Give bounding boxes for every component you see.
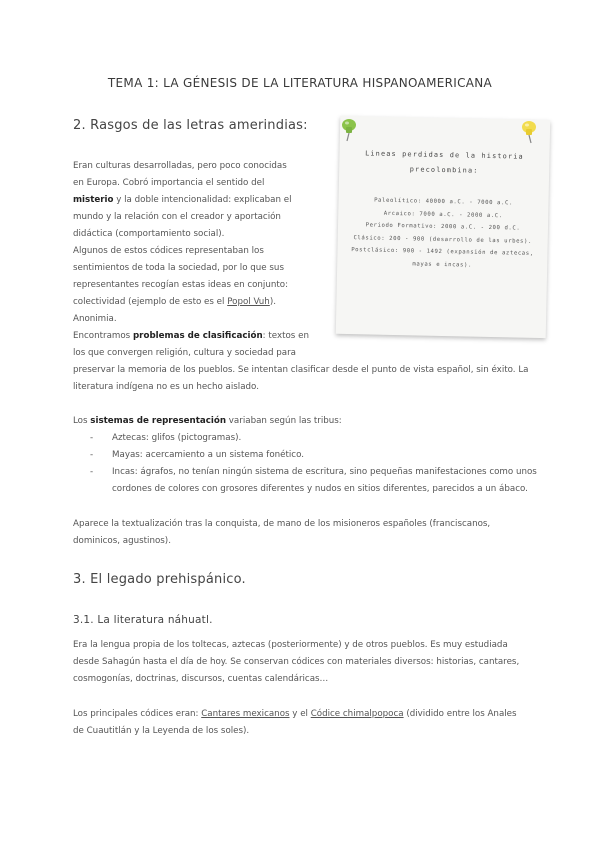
note-body — [337, 194, 549, 273]
section-3-heading: 3. El legado prehispánico. — [73, 572, 246, 587]
list-item — [90, 464, 537, 498]
paragraph-codices — [73, 706, 543, 740]
note-line: Periodo Formativo: 2000 a.C. - 200 d.C. — [365, 222, 521, 232]
note-heading — [339, 146, 550, 180]
text-span: colectividad (ejemplo de esto es el — [73, 297, 228, 307]
note-heading-line: precolombina: — [409, 165, 479, 175]
note-line: Arcaico: 7000 a.C. - 2000 a.C. — [383, 210, 503, 219]
paragraph-culturas — [73, 158, 338, 362]
text-line: sentimientos de toda la sociedad, por lo que sus — [73, 263, 284, 273]
list-item-text: Mayas: acercamiento a un sistema fonético. — [112, 450, 305, 460]
text-line: Anonimia. — [73, 314, 117, 324]
text-line: dominicos, agustinos). — [73, 536, 171, 546]
text-span: : textos en — [262, 331, 309, 341]
paragraph-nahuatl — [73, 637, 543, 688]
note-line: Postclásico: 900 - 1492 (expansión de aztecas, — [351, 247, 534, 257]
text-line — [73, 328, 338, 345]
bold-problemas: problemas de clasificación — [132, 331, 263, 341]
list-item — [90, 430, 530, 447]
text-span: variaban según las tribus: — [226, 416, 342, 426]
bold-misterio: misterio — [73, 195, 114, 205]
text-line: Aparece la textualización tras la conquista, de mano de los misioneros españoles (franciscanos, — [73, 519, 491, 529]
text-line: cosmogonías, doctrinas, discursos, cuentas calendáricas… — [73, 674, 329, 684]
tribes-list — [90, 430, 537, 498]
text-line: Algunos de estos códices representaban los — [73, 246, 264, 256]
bold-sistemas: sistemas de representación — [90, 416, 227, 426]
section-2-heading: 2. Rasgos de las letras amerindias: — [73, 118, 308, 133]
popol-vuh-link[interactable]: Popol Vuh — [227, 297, 270, 307]
note-line: mayas e incas). — [412, 260, 473, 269]
text-span: (dividido entre los Anales — [403, 709, 517, 719]
text-line: preservar la memoria de los pueblos. Se intentan clasificar desde el punto de vista español, sin éxito. La — [73, 365, 529, 375]
cantares-mexicanos-link[interactable]: Cantares mexicanos — [201, 709, 290, 719]
note-line: Paleolítico: 40000 a.C. - 7000 a.C. — [374, 197, 514, 207]
text-span: Encontramos — [73, 331, 133, 341]
text-line — [73, 294, 338, 311]
codice-chimalpopoca-link[interactable]: Códice chimalpopoca — [310, 709, 404, 719]
text-line: en Europa. Cobró importancia el sentido del — [73, 178, 265, 188]
text-span: Los principales códices eran: — [73, 709, 202, 719]
text-line — [73, 192, 338, 209]
text-line: literatura indígena no es un hecho aislado. — [73, 382, 259, 392]
paragraph-sistemas — [73, 413, 543, 430]
text-line: de Cuautitlán y la Leyenda de los soles). — [73, 726, 250, 736]
text-line: los que convergen religión, cultura y sociedad para — [73, 348, 296, 358]
text-line: didáctica (comportamiento social). — [73, 229, 225, 239]
timeline-note-card — [336, 116, 551, 338]
text-span: y el — [289, 709, 311, 719]
paragraph-textualizacion — [73, 516, 543, 550]
list-item — [90, 447, 530, 464]
list-item-text: - Incas: ágrafos, no tenían ningún sistema de escritura, sino pequeñas manifestaciones como unos — [112, 467, 537, 477]
page-title: TEMA 1: LA GÉNESIS DE LA LITERATURA HISPANOAMERICANA — [107, 76, 493, 90]
text-line — [73, 706, 543, 723]
text-span: ). — [269, 297, 276, 307]
green-pushpin-icon — [340, 118, 358, 142]
yellow-pushpin-icon — [520, 120, 538, 144]
text-span: y la doble intencionalidad: explicaban el — [113, 195, 292, 205]
list-item-text: Aztecas: glifos (pictogramas). — [112, 433, 242, 443]
section-3-1-heading: 3.1. La literatura náhuatl. — [73, 614, 213, 626]
note-line: Clásico: 200 - 900 (desarrollo de las urbes). — [353, 234, 533, 245]
text-line: mundo y la relación con el creador y aportación — [73, 212, 281, 222]
paragraph-clasificacion — [73, 362, 543, 396]
text-span: Los — [73, 416, 91, 426]
note-heading-line: Lineas perdidas de la historia — [365, 149, 524, 161]
text-line: Eran culturas desarrolladas, pero poco conocidas — [73, 161, 287, 171]
text-line: representantes recogían estas ideas en conjunto: — [73, 280, 289, 290]
list-item-text: cordones de colores con grosores diferentes y nudos en sitios diferentes, parecidos a un ábaco. — [112, 484, 528, 494]
text-line: desde Sahagún hasta el día de hoy. Se conservan códices con materiales diversos: historias, cantares, — [73, 657, 520, 667]
text-line: Era la lengua propia de los toltecas, aztecas (posteriormente) y de otros pueblos. Es muy estudiada — [73, 640, 508, 650]
